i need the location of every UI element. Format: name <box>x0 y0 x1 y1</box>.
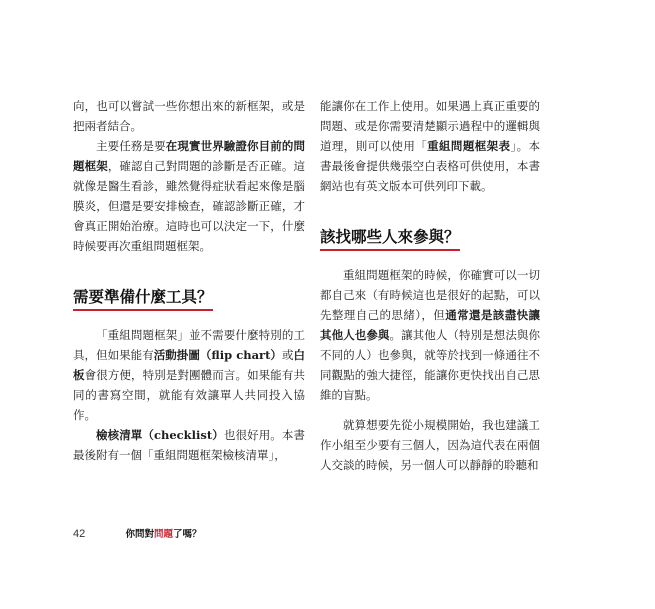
text-run: 重組問題框架的時候，你確實可以一切都自己來（有時候這也是很好的起點，可以先整理自己的思緒），但 <box>320 268 540 322</box>
heading-underline <box>73 309 213 311</box>
heading-text: 該找哪些人來參與？ <box>320 228 460 246</box>
bold-text: 在現實世界驗證你目前的問題框架 <box>73 139 306 173</box>
title-text: 了嗎？ <box>172 529 202 540</box>
paragraph <box>320 265 540 405</box>
paragraph <box>73 136 305 256</box>
running-title <box>125 529 201 540</box>
bold-text: 活動掛圖（flip chart） <box>153 348 282 362</box>
bold-text: 檢核清單（checklist） <box>96 428 224 442</box>
page-number: 42 <box>73 528 86 540</box>
heading-underline <box>320 249 460 251</box>
text-run: 也很好用。本書最後附有一個「重組問題框架檢核清單」， <box>73 428 305 462</box>
bold-text: 白板 <box>73 348 306 382</box>
left-column <box>73 96 305 465</box>
text-run: 」。本書最後會提供幾張空白表格可供使用，本書網站也有英文版本可供列印下載。 <box>320 139 541 193</box>
page-footer <box>73 524 202 542</box>
paragraph <box>73 425 305 465</box>
paragraph: 向，也可以嘗試一些你想出來的新框架，或是把兩者結合。 <box>73 99 305 133</box>
text-run: 能讓你在工作上使用。如果遇上真正重要的問題、或是你需要清楚顯示過程中的邏輯與道理，則可以使用「 <box>320 99 540 153</box>
title-text: 你問對 <box>125 529 154 540</box>
section-heading <box>320 226 540 251</box>
paragraph <box>320 96 540 196</box>
bold-text: 通常還是該盡快讓其他人也參與 <box>320 308 541 342</box>
paragraph: 就算想要先從小規模開始，我也建議工作小組至少要有三個人，因為這代表在兩個人交談的時候，另一個人可以靜靜的聆聽和 <box>320 418 540 472</box>
text-run: 主要任務是要 <box>96 139 166 153</box>
text-run: 或 <box>281 348 294 362</box>
text-run: 會很方便，特別是對團體而言。如果能有共同的書寫空間，就能有效讓單人共同投入協作。 <box>73 368 306 422</box>
paragraph <box>73 325 305 425</box>
text-run: ，確認自己對問題的診斷是否正確。這就像是醫生看診，雖然覺得症狀看起來像是腦膜炎，但還是要安排檢查，確認診斷正確，才會真正開始治療。這時也可以決定一下，什麼時候要再次重組問題框架。 <box>73 159 306 253</box>
right-column <box>320 96 540 475</box>
text-run: 。讓其他人（特別是想法與你不同的人）也參與，就等於找到一條通往不同觀點的強大捷徑，能讓你更快找出自己思維的盲點。 <box>320 328 540 402</box>
text-run: 「重組問題框架」並不需要什麼特別的工具，但如果能有 <box>73 328 305 362</box>
heading-text: 需要準備什麼工具？ <box>73 288 213 306</box>
bold-text: 重組問題框架表 <box>427 139 511 153</box>
title-accent-text: 問題 <box>153 529 173 540</box>
section-heading <box>73 286 305 311</box>
